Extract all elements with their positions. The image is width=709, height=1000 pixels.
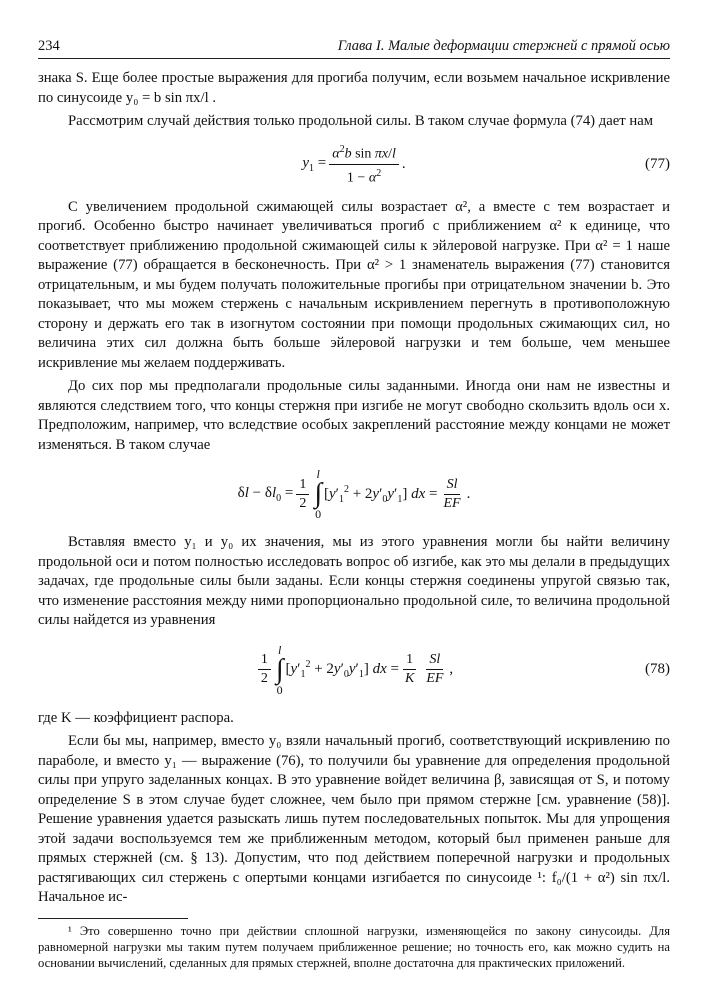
running-header [38, 38, 670, 59]
footnote: ¹ Это совершенно точно при действии сплошной нагрузки, изменяющейся по закону синусоиды. Для равномерной нагрузки мы таким путем получаем приближенное решение; но точность его, как можно судить на основании вычислений, сделанных для прямых стержней, вполне достаточна для практических приложений. [38, 923, 670, 970]
equation-delta-l: $\delta l - \delta l_0$ = $\frac{1}{2}$ l ∫ 0 $[y'_1^2 + 2y'_0y'_1]$ dx = $\frac{Sl}{EF}$ . [237, 467, 471, 521]
page-number: 234 [38, 38, 60, 54]
paragraph-6: где K — коэффициент распора. [38, 709, 234, 726]
equation-77: $y_1$ = $\frac{\alpha^2b \sin \pi x/l}{1 - \alpha^2}$ . (77) [38, 138, 670, 192]
paragraph-2: Рассмотрим случай действия только продольной силы. В таком случае формула (74) дает нам [68, 113, 654, 129]
running-title: Глава I. Малые деформации стержней с прямой осью [337, 38, 670, 54]
page [38, 38, 670, 971]
footnote-rule [38, 918, 188, 919]
equation-number-78: (78) [645, 661, 670, 677]
paragraph-4: До сих пор мы предполагали продольные силы заданными. Иногда они нам не известны и являются следствием того, что концы стержня при изгибе не могут свободно скользить вдоль оси x. Предположим, например, что вследствие особых закреплений расстояние между концами не может изменяться. В таком случае [38, 378, 670, 453]
paragraph-3: С увеличением продольной сжимающей силы возрастает α², а вместе с тем возрастает и прогиб. Особенно быстро начинает увеличиваться прогиб с приближением α² к единице, что соответствует приближению продольной сжимающей силы к эйлеровой нагрузке. При α² = 1 наше выражение (77) обращается в бесконечность. При α² > 1 знаменатель выражения (77) становится отрицательным, и мы будем получать положительные прогибы при отрицательном значении b. Это показывает, что мы можем стержень с начальным искривлением перегнуть в противоположную сторону и держать его так в изогнутом состоянии при помощи продольных сжимающих сил, но величина этих сил должна быть больше эйлеровой нагрузки и тем больше, чем меньшее искривление мы желаем поддерживать. [38, 198, 670, 371]
paragraph-7: Если бы мы, например, вместо y₀ взяли начальный прогиб, соответствующий искривлению по параболе, и вместо y₁ — выражение (76), то получили бы уравнение для определения продольной силы при упруго заделанных концах. В это уравнение войдет величина β, зависящая от S, и потому определение S в этом случае будет сложнее, чем было при прямом стержне [см. уравнение (58)]. Решение уравнения удается разыскать лишь путем последовательных попыток. Мы для упрощения этой задачи воспользуемся тем же приближенным методом, который был применен раньше для прямых стержней (см. § 13). Допустим, что под действием поперечной нагрузки и продольных растягивающих сил стержень с опертыми концами изгибается по синусоиде ¹: f₀/(1 + α²) sin πx/l. Начальное ис- [38, 733, 670, 905]
paragraph-1: знака S. Еще более простые выражения для прогиба получим, если возьмем начальное искривление по синусоиде y₀ = b sin πx/l . [38, 70, 670, 106]
equation-78: $\frac{1}{2}$ l ∫ 0 $[y'_1^2 + 2y'_0y'_1]$ dx = $\frac{1}{K}$ $\frac{Sl}{EF}$ , (78) [38, 637, 670, 703]
equation-number-77: (77) [645, 156, 670, 172]
paragraph-5: Вставляя вместо y₁ и y₀ их значения, мы из этого уравнения могли бы найти величину продольной оси и потом полностью исследовать вопрос об изгибе, как это мы делали в предыдущих задачах, где продольные силы были заданы. Если концы стержня соединены упругой связью так, что изменение расстояния между ними пропорционально продольной силе, то величина продольной силы найдется из уравнения [38, 534, 670, 628]
